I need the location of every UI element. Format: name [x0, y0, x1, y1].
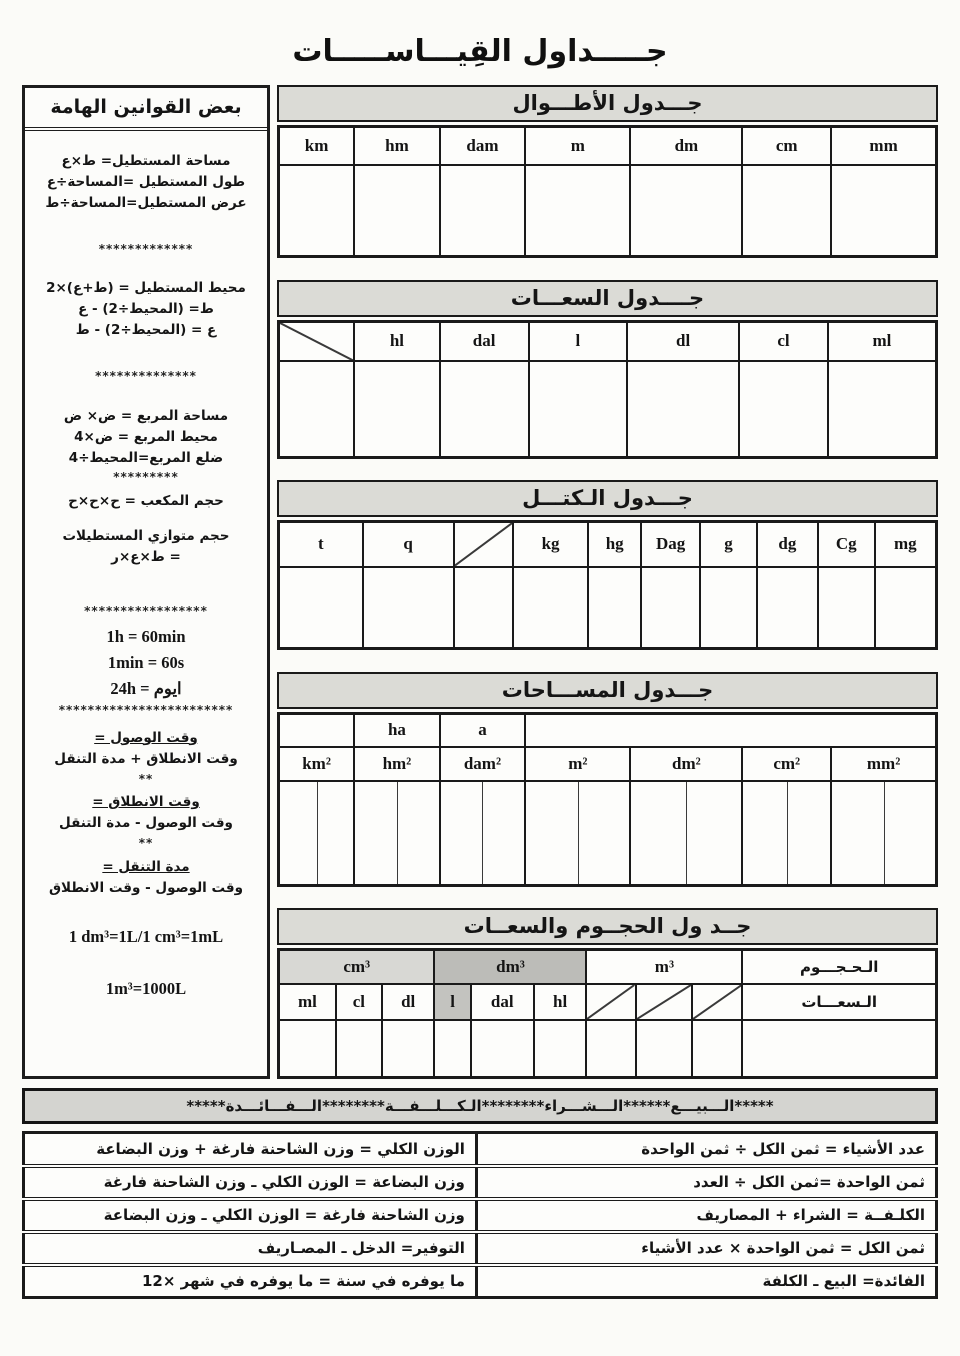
price-formula-cell: ثمن الواحدة =ثمن الكل ÷ العدد	[476, 1166, 936, 1199]
unit-header-dag: Dag	[641, 522, 700, 567]
separator-stars: *****************	[84, 603, 208, 618]
unit-header-dam: dam	[440, 127, 526, 165]
empty-cell	[279, 361, 355, 457]
empty-cell	[471, 1020, 534, 1078]
unit-header-kg: kg	[513, 522, 589, 567]
empty-cell	[630, 165, 742, 257]
empty-cell	[831, 165, 936, 257]
volumes-row-label: الـحـجـــوم	[742, 950, 936, 984]
diagonal-cell	[692, 984, 743, 1020]
split-cell	[279, 781, 355, 885]
important-laws-sidebar	[22, 85, 270, 1079]
sidebar-title: بعض القوانين الهامة	[25, 88, 267, 131]
masses-table-title: جـــدول الـكتـــل	[277, 480, 938, 517]
price-formula-cell: الكلـفــة = الشراء + المصاريف	[476, 1199, 936, 1232]
volumes-table	[277, 948, 938, 1079]
empty-cell	[742, 165, 831, 257]
price-formula-cell: ثمن الكل = ثمن الواحدة × عدد الأشياء	[476, 1232, 936, 1265]
empty-cell	[454, 567, 513, 649]
law-line: محيط المربع = ض×4	[74, 428, 218, 445]
unit-header-dl: dl	[627, 321, 739, 361]
main-layout	[22, 85, 938, 1079]
law-line: = ط×ع×ر	[111, 548, 181, 565]
time-fact-line: 1h = 60min	[106, 627, 186, 647]
cell-divider	[787, 782, 788, 884]
table-row	[24, 1232, 937, 1265]
unit-header-a: a	[440, 713, 526, 747]
diagonal-line-icon	[455, 523, 512, 566]
unit-header-q: q	[363, 522, 454, 567]
law-heading: مدة التنقل =	[102, 858, 190, 875]
table-row	[24, 1166, 937, 1199]
law-line: محيط المستطيل = (ط+ع)×2	[46, 280, 246, 297]
sub-header-hl: hl	[534, 984, 587, 1020]
table-row	[24, 1133, 937, 1166]
split-cell	[742, 781, 831, 885]
areas-table-title: جـــدول المســـاحات	[277, 672, 938, 709]
unit-header-m: m	[525, 127, 630, 165]
empty-cell	[875, 567, 937, 649]
weight-formula-cell: وزن البضاعة = الوزن الكلي ـ وزن الشاحنة فارغة	[24, 1166, 477, 1199]
cell-divider	[884, 782, 885, 884]
law-line: عرض المستطيل=المساحة÷ط	[45, 194, 247, 211]
unit-header-cg: Cg	[818, 522, 875, 567]
unit-header-hm: hm	[354, 127, 440, 165]
empty-cell	[818, 567, 875, 649]
unit-header-m2: m²	[525, 747, 630, 781]
empty-cell	[363, 567, 454, 649]
split-cell	[831, 781, 936, 885]
empty-cell	[354, 165, 440, 257]
empty-cell	[525, 165, 630, 257]
empty-cell	[279, 165, 355, 257]
sub-header-ml: ml	[279, 984, 336, 1020]
diagonal-cell	[279, 321, 355, 361]
split-cell	[630, 781, 742, 885]
profit-formula-cell: الفائدة= البيع ـ الكلفة	[476, 1265, 936, 1298]
law-line: مساحة المستطيل= ط×ع	[61, 153, 231, 169]
diagonal-cell	[586, 984, 635, 1020]
group-header-dm3: dm³	[434, 950, 586, 984]
diagonal-cell	[636, 984, 692, 1020]
law-line: وقت الانطلاق + مدة التنقل	[54, 750, 238, 767]
law-line: ط= (المحيط÷2) - ع	[78, 301, 214, 318]
law-heading: وقت الانطلاق =	[92, 794, 200, 811]
empty-cell	[700, 567, 757, 649]
separator-stars: *************	[98, 241, 194, 256]
capacities-row-label: الـسعـــات	[742, 984, 936, 1020]
areas-table	[277, 712, 938, 887]
sidebar-content	[25, 131, 267, 1076]
empty-cell	[534, 1020, 587, 1078]
bottom-formulas-table	[22, 1131, 938, 1299]
empty-cell	[336, 1020, 382, 1078]
law-line: حجم المكعب = ح×ح×ح	[68, 493, 224, 510]
unit-header-l: l	[529, 321, 628, 361]
empty-cell	[636, 1020, 692, 1078]
lengths-table-block	[277, 85, 938, 258]
capacities-table-block	[277, 280, 938, 459]
empty-cell	[279, 1020, 336, 1078]
page-title: جـــــداول القِيـــاســـــات	[292, 34, 668, 69]
unit-header-km: km	[279, 127, 355, 165]
cell-divider	[397, 782, 398, 884]
separator-stars: ************************	[58, 703, 234, 718]
unit-header-mm: mm	[831, 127, 936, 165]
law-line: وقت الوصول - وقت الانطلاق	[48, 879, 244, 896]
empty-cell	[739, 361, 828, 457]
unit-header-km2: km²	[279, 747, 355, 781]
law-line: حجم متوازي المستطيلات	[62, 528, 230, 544]
savings-formula-cell: التوفير= الدخل ـ المصـاريف	[24, 1232, 477, 1265]
cell-divider	[686, 782, 687, 884]
law-line: وقت الوصول - مدة التنقل	[59, 815, 233, 832]
volumes-table-title: جــد ول الحجــوم والسعــات	[277, 908, 938, 945]
capacities-table	[277, 320, 938, 459]
unit-header-mg: mg	[875, 522, 937, 567]
unit-header-cm: cm	[742, 127, 831, 165]
empty-cell	[641, 567, 700, 649]
separator-stars: **************	[95, 369, 197, 384]
unit-header-dm2: dm²	[630, 747, 742, 781]
empty-cell	[382, 1020, 435, 1078]
unit-header-hl: hl	[354, 321, 440, 361]
empty-cell	[588, 567, 641, 649]
sub-header-dl: dl	[382, 984, 435, 1020]
sale-purchase-cost-profit-banner: *****الـــبيـــع******الـــشـــراء********الـكـــلـــفـــة********الـــفـــائـــدة*****	[22, 1088, 938, 1124]
empty-cell	[279, 713, 355, 747]
diagonal-cell	[454, 522, 513, 567]
empty-cell	[692, 1020, 743, 1078]
separator-stars: **	[138, 771, 154, 786]
unit-header-mm2: mm²	[831, 747, 936, 781]
weight-formula-cell: الوزن الكلي = وزن الشاحنة فارغة + وزن البضاعة	[24, 1133, 477, 1166]
law-line: ضلع المربع=المحيط÷4	[68, 449, 224, 466]
law-line: طول المستطيل =المساحة÷ع	[46, 173, 246, 190]
group-header-cm3: cm³	[279, 950, 435, 984]
masses-table	[277, 520, 938, 650]
areas-table-block	[277, 672, 938, 887]
volumes-table-block	[277, 908, 938, 1079]
weight-formula-cell: وزن الشاحنة فارغة = الوزن الكلي ـ وزن البضاعة	[24, 1199, 477, 1232]
empty-cell	[434, 1020, 470, 1078]
separator-stars: *********	[113, 470, 179, 485]
savings-formula-cell: ما يوفره في سنة = ما يوفره في شهر ×12	[24, 1265, 477, 1298]
metric-fact-line: 1 dm³=1L/1 cm³=1mL	[68, 927, 224, 947]
empty-cell	[757, 567, 818, 649]
cell-divider	[317, 782, 318, 884]
cell-divider	[578, 782, 579, 884]
unit-header-dg: dg	[757, 522, 818, 567]
sub-header-l: l	[434, 984, 470, 1020]
empty-cell	[279, 567, 363, 649]
empty-cell	[828, 361, 937, 457]
empty-cell	[440, 165, 526, 257]
empty-cell	[354, 361, 440, 457]
law-line: مساحة المربع = ض× ض	[63, 407, 229, 424]
unit-header-hm2: hm²	[354, 747, 440, 781]
unit-header-dal: dal	[440, 321, 529, 361]
split-cell	[440, 781, 526, 885]
unit-header-dam2: dam²	[440, 747, 526, 781]
unit-header-cm2: cm²	[742, 747, 831, 781]
sub-header-dal: dal	[471, 984, 534, 1020]
empty-cell	[627, 361, 739, 457]
split-cell	[354, 781, 440, 885]
diagonal-line-icon	[693, 985, 742, 1019]
diagonal-line-icon	[587, 985, 634, 1019]
law-heading: وقت الوصول =	[94, 729, 198, 746]
lengths-table-title: جـــدول الأطـــوال	[277, 85, 938, 122]
unit-header-ha: ha	[354, 713, 440, 747]
unit-header-ml: ml	[828, 321, 937, 361]
lengths-table	[277, 125, 938, 258]
capacities-table-title: جــــدول السعـــات	[277, 280, 938, 317]
price-formula-cell: عدد الأشياء = ثمن الكل ÷ ثمن الواحدة	[476, 1133, 936, 1166]
separator-stars: **	[138, 836, 154, 850]
empty-cell	[742, 1020, 936, 1078]
diagonal-line-icon	[637, 985, 691, 1019]
empty-cell	[440, 361, 529, 457]
empty-cell	[513, 567, 589, 649]
unit-header-t: t	[279, 522, 363, 567]
unit-header-g: g	[700, 522, 757, 567]
cell-divider	[482, 782, 483, 884]
masses-table-block	[277, 480, 938, 650]
unit-header-cl: cl	[739, 321, 828, 361]
diagonal-line-icon	[280, 323, 353, 361]
time-fact-line: 24h = ايوم	[110, 678, 182, 698]
table-row	[24, 1265, 937, 1298]
time-fact-line: 1min = 60s	[107, 653, 185, 672]
table-row	[24, 1199, 937, 1232]
empty-cell	[586, 1020, 635, 1078]
tables-column	[277, 85, 938, 1079]
empty-cell	[529, 361, 628, 457]
split-cell	[525, 781, 630, 885]
unit-header-dm: dm	[630, 127, 742, 165]
metric-fact-line: 1m³=1000L	[105, 979, 187, 998]
empty-merged-cell	[525, 713, 936, 747]
law-line: ع = (المحيط÷2) - ط	[75, 322, 217, 339]
sub-header-cl: cl	[336, 984, 382, 1020]
unit-header-hg: hg	[588, 522, 641, 567]
group-header-m3: m³	[586, 950, 742, 984]
